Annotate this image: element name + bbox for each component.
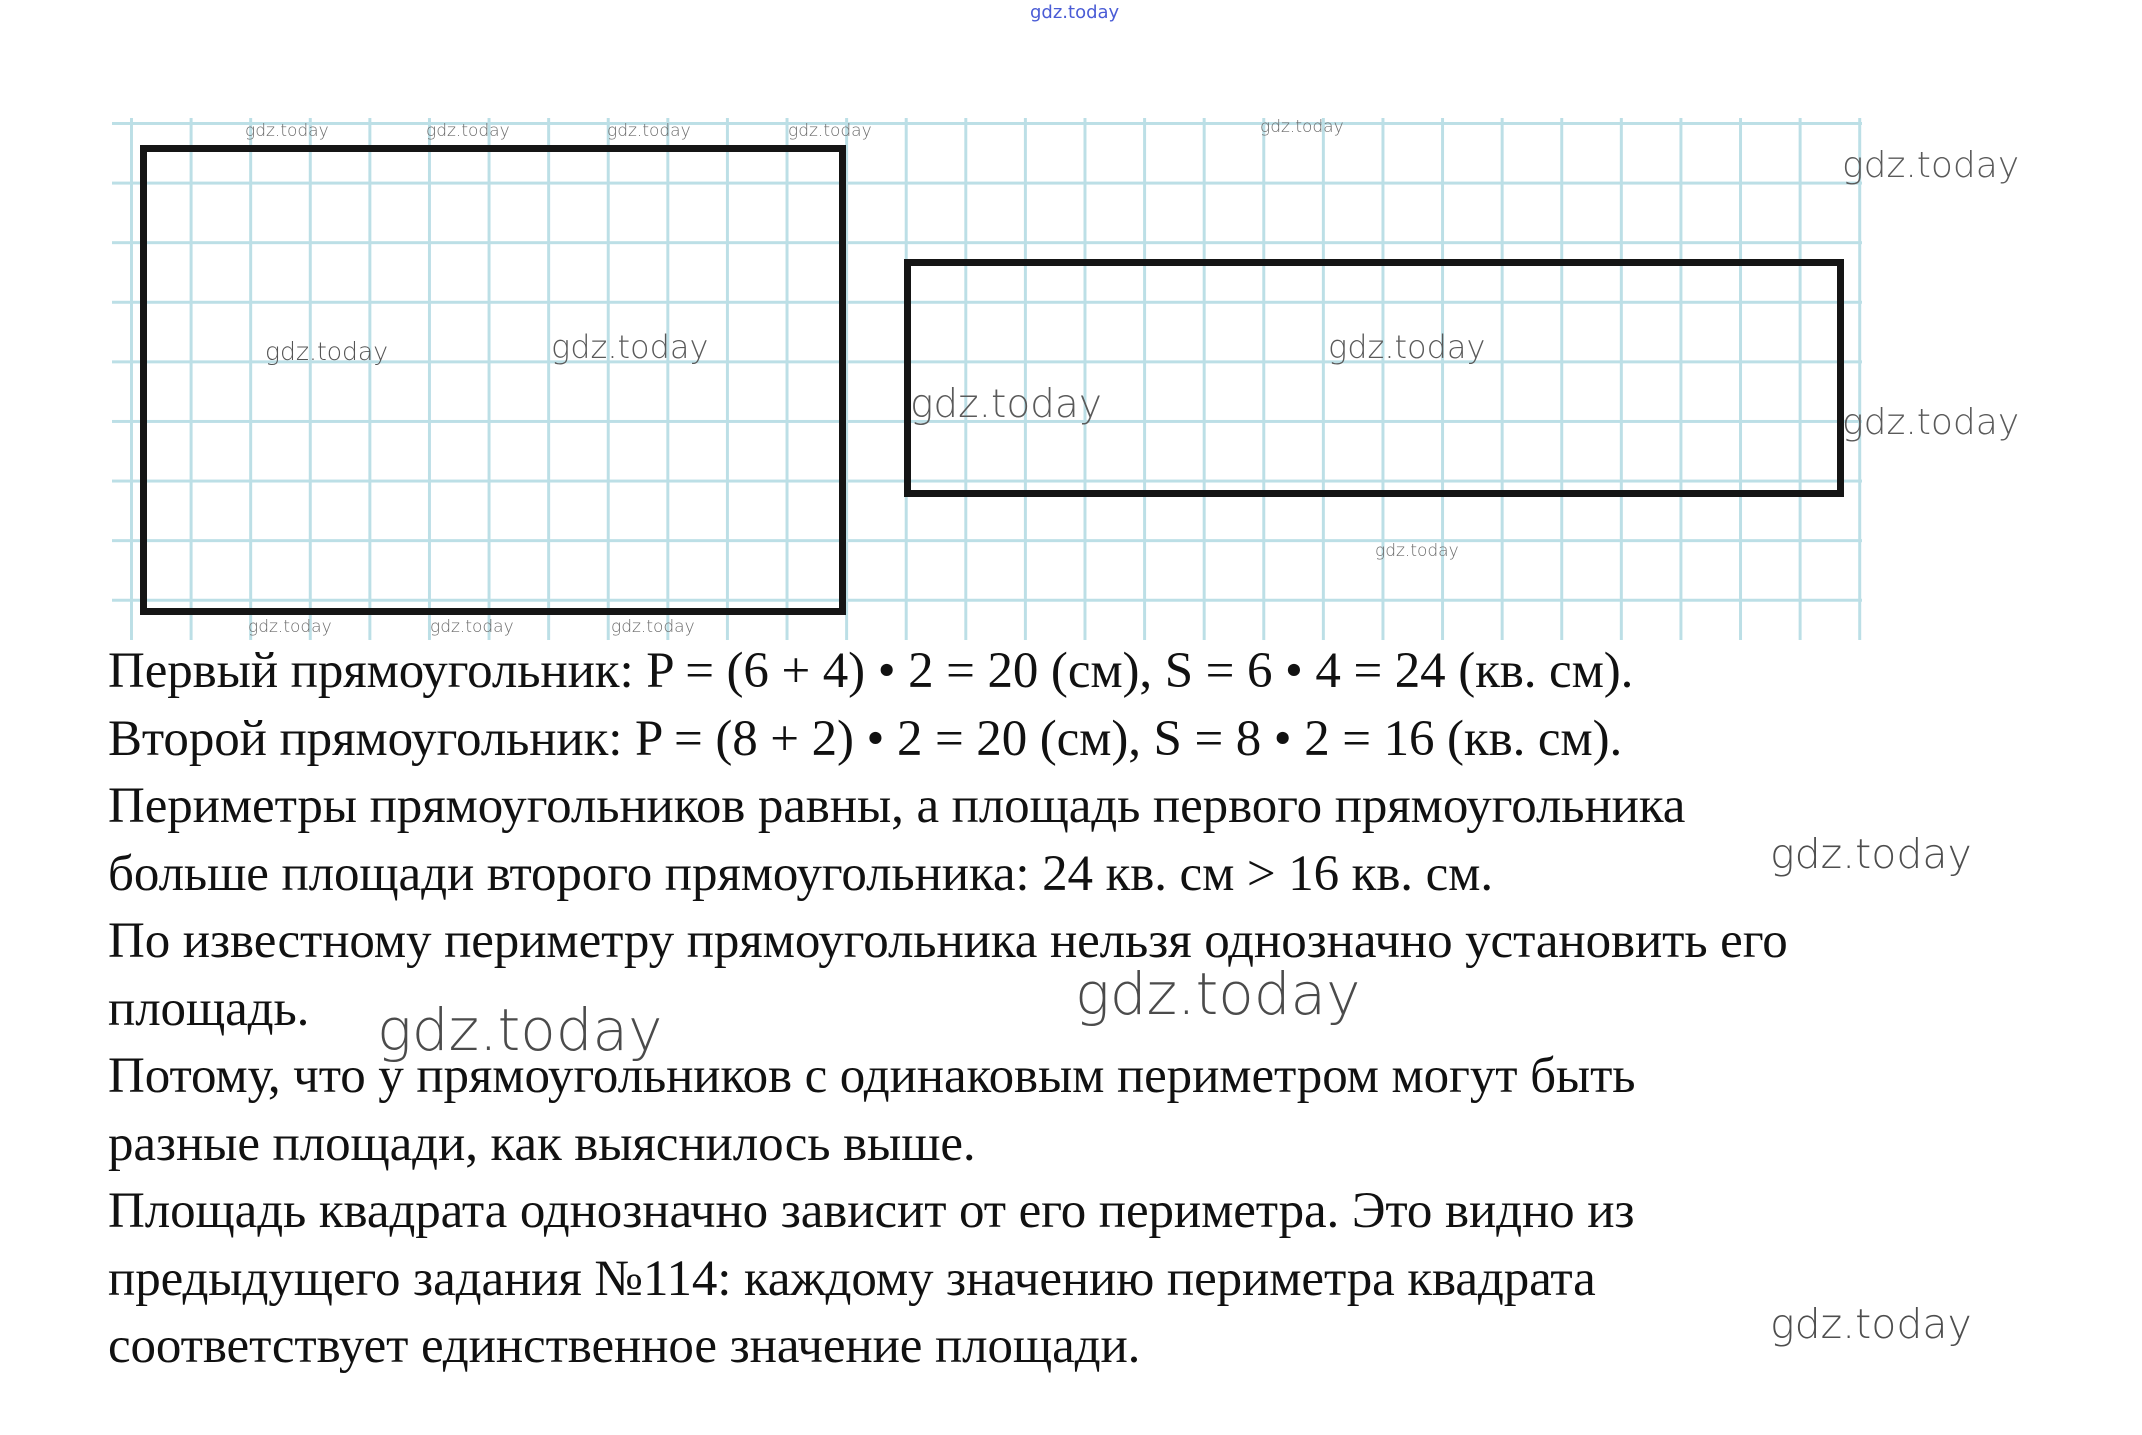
watermark: gdz.today [430,617,514,637]
text-line: предыдущего задания №114: каждому значению периметра квадрата [108,1250,1596,1307]
text-line: Периметры прямоугольников равны, а площадь первого прямоугольника [108,778,1686,834]
watermark: gdz.today [426,121,510,141]
watermark: gdz.today [788,121,872,141]
watermark: gdz.today [377,996,663,1064]
text-line: площадь. [108,980,310,1037]
watermark: gdz.today [1075,960,1361,1028]
text-line: Второй прямоугольник: P = (8 + 2) • 2 = 20 (см), S = 8 • 2 = 16 (кв. см). [108,710,1623,767]
text-line: соответствует единственное значение площади. [108,1318,1141,1374]
text-line: больше площади второго прямоугольника: 24 кв. см > 16 кв. см. [108,845,1493,902]
watermark: gdz.today [1770,830,1972,878]
watermark: gdz.today [1328,328,1486,366]
watermark-top: gdz.today [1030,2,1120,23]
watermark: gdz.today [1842,145,2020,186]
text-line: разные площади, как выяснилось выше. [108,1115,976,1172]
rectangle-first [140,145,846,615]
watermark: gdz.today [607,121,691,141]
text-line: Первый прямоугольник: P = (6 + 4) • 2 = 20 (см), S = 6 • 4 = 24 (кв. см). [108,643,1634,699]
watermark: gdz.today [1842,402,2020,443]
watermark: gdz.today [910,382,1102,427]
watermark: gdz.today [551,328,709,366]
text-line: Площадь квадрата однозначно зависит от его периметра. Это видно из [108,1183,1635,1239]
watermark: gdz.today [265,337,389,366]
watermark: gdz.today [248,617,332,637]
rectangle-second [904,259,1844,497]
watermark: gdz.today [1375,541,1459,561]
watermark: gdz.today [245,121,329,141]
watermark: gdz.today [611,617,695,637]
watermark: gdz.today [1260,117,1344,137]
text-line: По известному периметру прямоугольника нельзя однозначно установить его [108,913,1788,969]
watermark: gdz.today [1770,1300,1972,1348]
text-line: Потому, что у прямоугольников с одинаковым периметром могут быть [108,1048,1636,1104]
